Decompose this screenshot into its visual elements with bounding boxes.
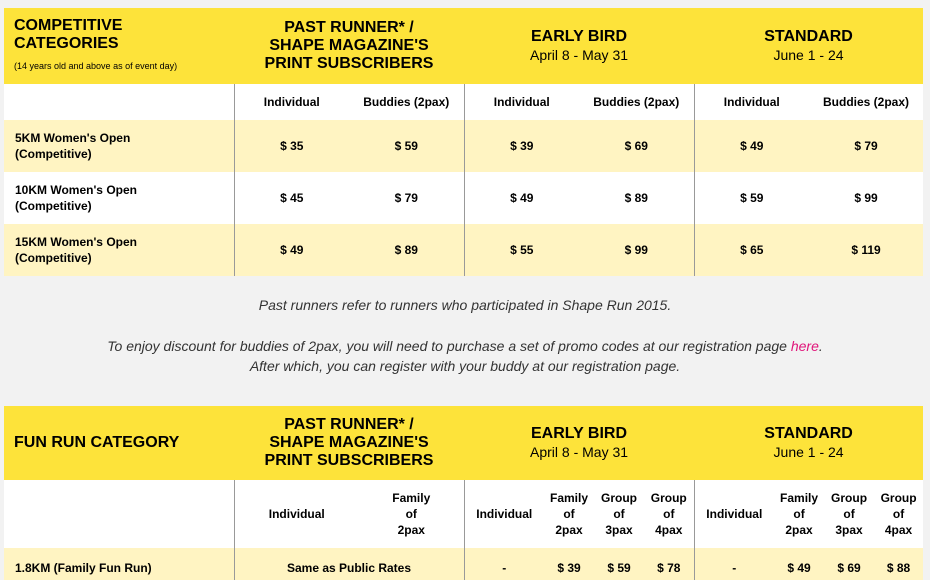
price-cell: $ 59 (607, 561, 631, 575)
sub-individual: Individual (694, 84, 809, 120)
funrun-subheader-row (4, 480, 923, 548)
sub-buddies: Buddies (2pax) (593, 95, 680, 109)
competitive-title-line2: CATEGORIES (14, 35, 119, 52)
after-which-note: After which, you can register with your buddy at our registration page. (249, 358, 681, 374)
competitive-header-row (4, 8, 923, 84)
price-cell: $ 69 (624, 139, 648, 153)
sub-group4-line1: Group (650, 491, 687, 505)
sub-individual: Individual (694, 480, 774, 548)
standard-heading (694, 406, 923, 480)
competitive-table (4, 8, 923, 276)
funrun-table (4, 406, 923, 580)
sub-buddies: Buddies (2pax) (823, 95, 910, 109)
past-runner-line2: SHAPE MAGAZINE'S (269, 37, 429, 54)
past-runner-line1: PAST RUNNER* / (284, 416, 414, 433)
sub-group3-line1: Group (831, 491, 868, 505)
sub-family-line3: 2pax (785, 523, 813, 537)
price-cell: $ 45 (234, 172, 349, 224)
sub-group4-line2: of (892, 507, 905, 521)
price-cell: $ 69 (837, 561, 861, 575)
funrun-header-row (4, 406, 923, 480)
price-cell: $ 65 (694, 224, 809, 276)
sub-group4-line3: 4pax (655, 523, 683, 537)
standard-title: STANDARD (764, 425, 853, 442)
sub-group3 (824, 480, 874, 548)
price-cell: $ 59 (394, 139, 418, 153)
past-runner-value: Same as Public Rates (234, 548, 464, 580)
price-cell: $ 99 (854, 191, 878, 205)
sub-group3 (594, 480, 644, 548)
row-label-line2: (Competitive) (15, 147, 92, 161)
sub-individual: Individual (234, 480, 359, 548)
sub-family-line3: 2pax (397, 523, 425, 537)
row-label (4, 172, 234, 224)
sub-family (544, 480, 594, 548)
table-row (4, 224, 923, 276)
early-bird-heading (464, 8, 694, 84)
sub-family-line2: of (563, 507, 575, 521)
buddies-note-end: . (818, 338, 823, 354)
competitive-title-line1: COMPETITIVE (14, 17, 123, 34)
sub-family-line1: Family (549, 491, 588, 505)
sub-family-line3: 2pax (555, 523, 583, 537)
standard-heading (694, 8, 923, 84)
price-cell: $ 49 (694, 120, 809, 172)
sub-group3-line3: 3pax (605, 523, 633, 537)
price-cell: $ 79 (394, 191, 418, 205)
sub-group4 (644, 480, 694, 548)
past-runner-line2: SHAPE MAGAZINE'S (269, 434, 429, 451)
past-runner-line1: PAST RUNNER* / (284, 19, 414, 36)
buddies-note-text: To enjoy discount for buddies of 2pax, you will need to purchase a set of promo codes at our registration page (107, 338, 791, 354)
standard-dates: June 1 - 24 (773, 47, 844, 63)
blank-cell (4, 84, 234, 120)
past-runner-heading (234, 8, 464, 84)
sub-family-line1: Family (392, 491, 431, 505)
past-runner-line3: PRINT SUBSCRIBERS (264, 452, 434, 469)
sub-family-line1: Family (780, 491, 819, 505)
funrun-category-heading: FUN RUN CATEGORY (14, 434, 180, 451)
row-label (4, 120, 234, 172)
price-cell: $ 35 (234, 120, 349, 172)
sub-group4-line1: Group (880, 491, 917, 505)
row-label-line1: 5KM Women's Open (15, 131, 131, 145)
row-label (4, 224, 234, 276)
row-label: 1.8KM (Family Fun Run) (15, 561, 152, 575)
row-label-line1: 15KM Women's Open (15, 235, 137, 249)
competitive-subheader-row (4, 84, 923, 120)
table-row (4, 172, 923, 224)
sub-family (359, 480, 464, 548)
price-cell: $ 49 (464, 172, 579, 224)
price-cell: $ 78 (657, 561, 681, 575)
sub-family-line2: of (793, 507, 805, 521)
price-cell: $ 39 (557, 561, 581, 575)
standard-dates: June 1 - 24 (773, 444, 844, 460)
price-cell: $ 49 (787, 561, 811, 575)
registration-here-link[interactable]: here (790, 338, 819, 354)
row-label-line2: (Competitive) (15, 199, 92, 213)
price-cell: $ 89 (624, 191, 648, 205)
price-cell: $ 39 (464, 120, 579, 172)
sub-family-line2: of (405, 507, 417, 521)
standard-title: STANDARD (764, 28, 853, 45)
price-cell: $ 59 (694, 172, 809, 224)
sub-group4-line2: of (663, 507, 675, 521)
blank-cell (4, 480, 234, 548)
price-cell: $ 88 (886, 561, 911, 575)
price-cell: - (464, 548, 544, 580)
table-row (4, 120, 923, 172)
early-bird-dates: April 8 - May 31 (530, 444, 629, 460)
early-bird-heading (464, 406, 694, 480)
sub-group4-line3: 4pax (884, 523, 913, 537)
row-label-line2: (Competitive) (15, 251, 92, 265)
sub-group4 (874, 480, 923, 548)
past-runners-note: Past runners refer to runners who participated in Shape Run 2015. (258, 297, 672, 313)
table-row (4, 548, 923, 580)
sub-family (774, 480, 824, 548)
past-runner-heading (234, 406, 464, 480)
sub-group3-line1: Group (601, 491, 637, 505)
early-bird-dates: April 8 - May 31 (529, 47, 629, 63)
price-cell: $ 55 (464, 224, 579, 276)
price-cell: $ 119 (851, 243, 881, 257)
age-note: (14 years old and above as of event day) (14, 61, 178, 71)
sub-buddies: Buddies (2pax) (363, 95, 450, 109)
competitive-category-heading (4, 8, 234, 84)
early-bird-title: EARLY BIRD (531, 425, 628, 442)
sub-group3-line2: of (843, 507, 855, 521)
price-cell: $ 89 (394, 243, 418, 257)
sub-individual: Individual (234, 84, 349, 120)
past-runner-line3: PRINT SUBSCRIBERS (264, 55, 434, 72)
sub-individual: Individual (464, 84, 579, 120)
early-bird-title: EARLY BIRD (530, 28, 628, 45)
sub-individual: Individual (464, 480, 544, 548)
price-cell: $ 99 (624, 243, 648, 257)
row-label-line1: 10KM Women's Open (15, 183, 137, 197)
price-cell: $ 49 (234, 224, 349, 276)
price-cell: $ 79 (854, 139, 878, 153)
buddies-note (0, 336, 930, 356)
sub-group3-line3: 3pax (835, 523, 863, 537)
sub-group3-line2: of (613, 507, 625, 521)
price-cell: - (694, 548, 774, 580)
